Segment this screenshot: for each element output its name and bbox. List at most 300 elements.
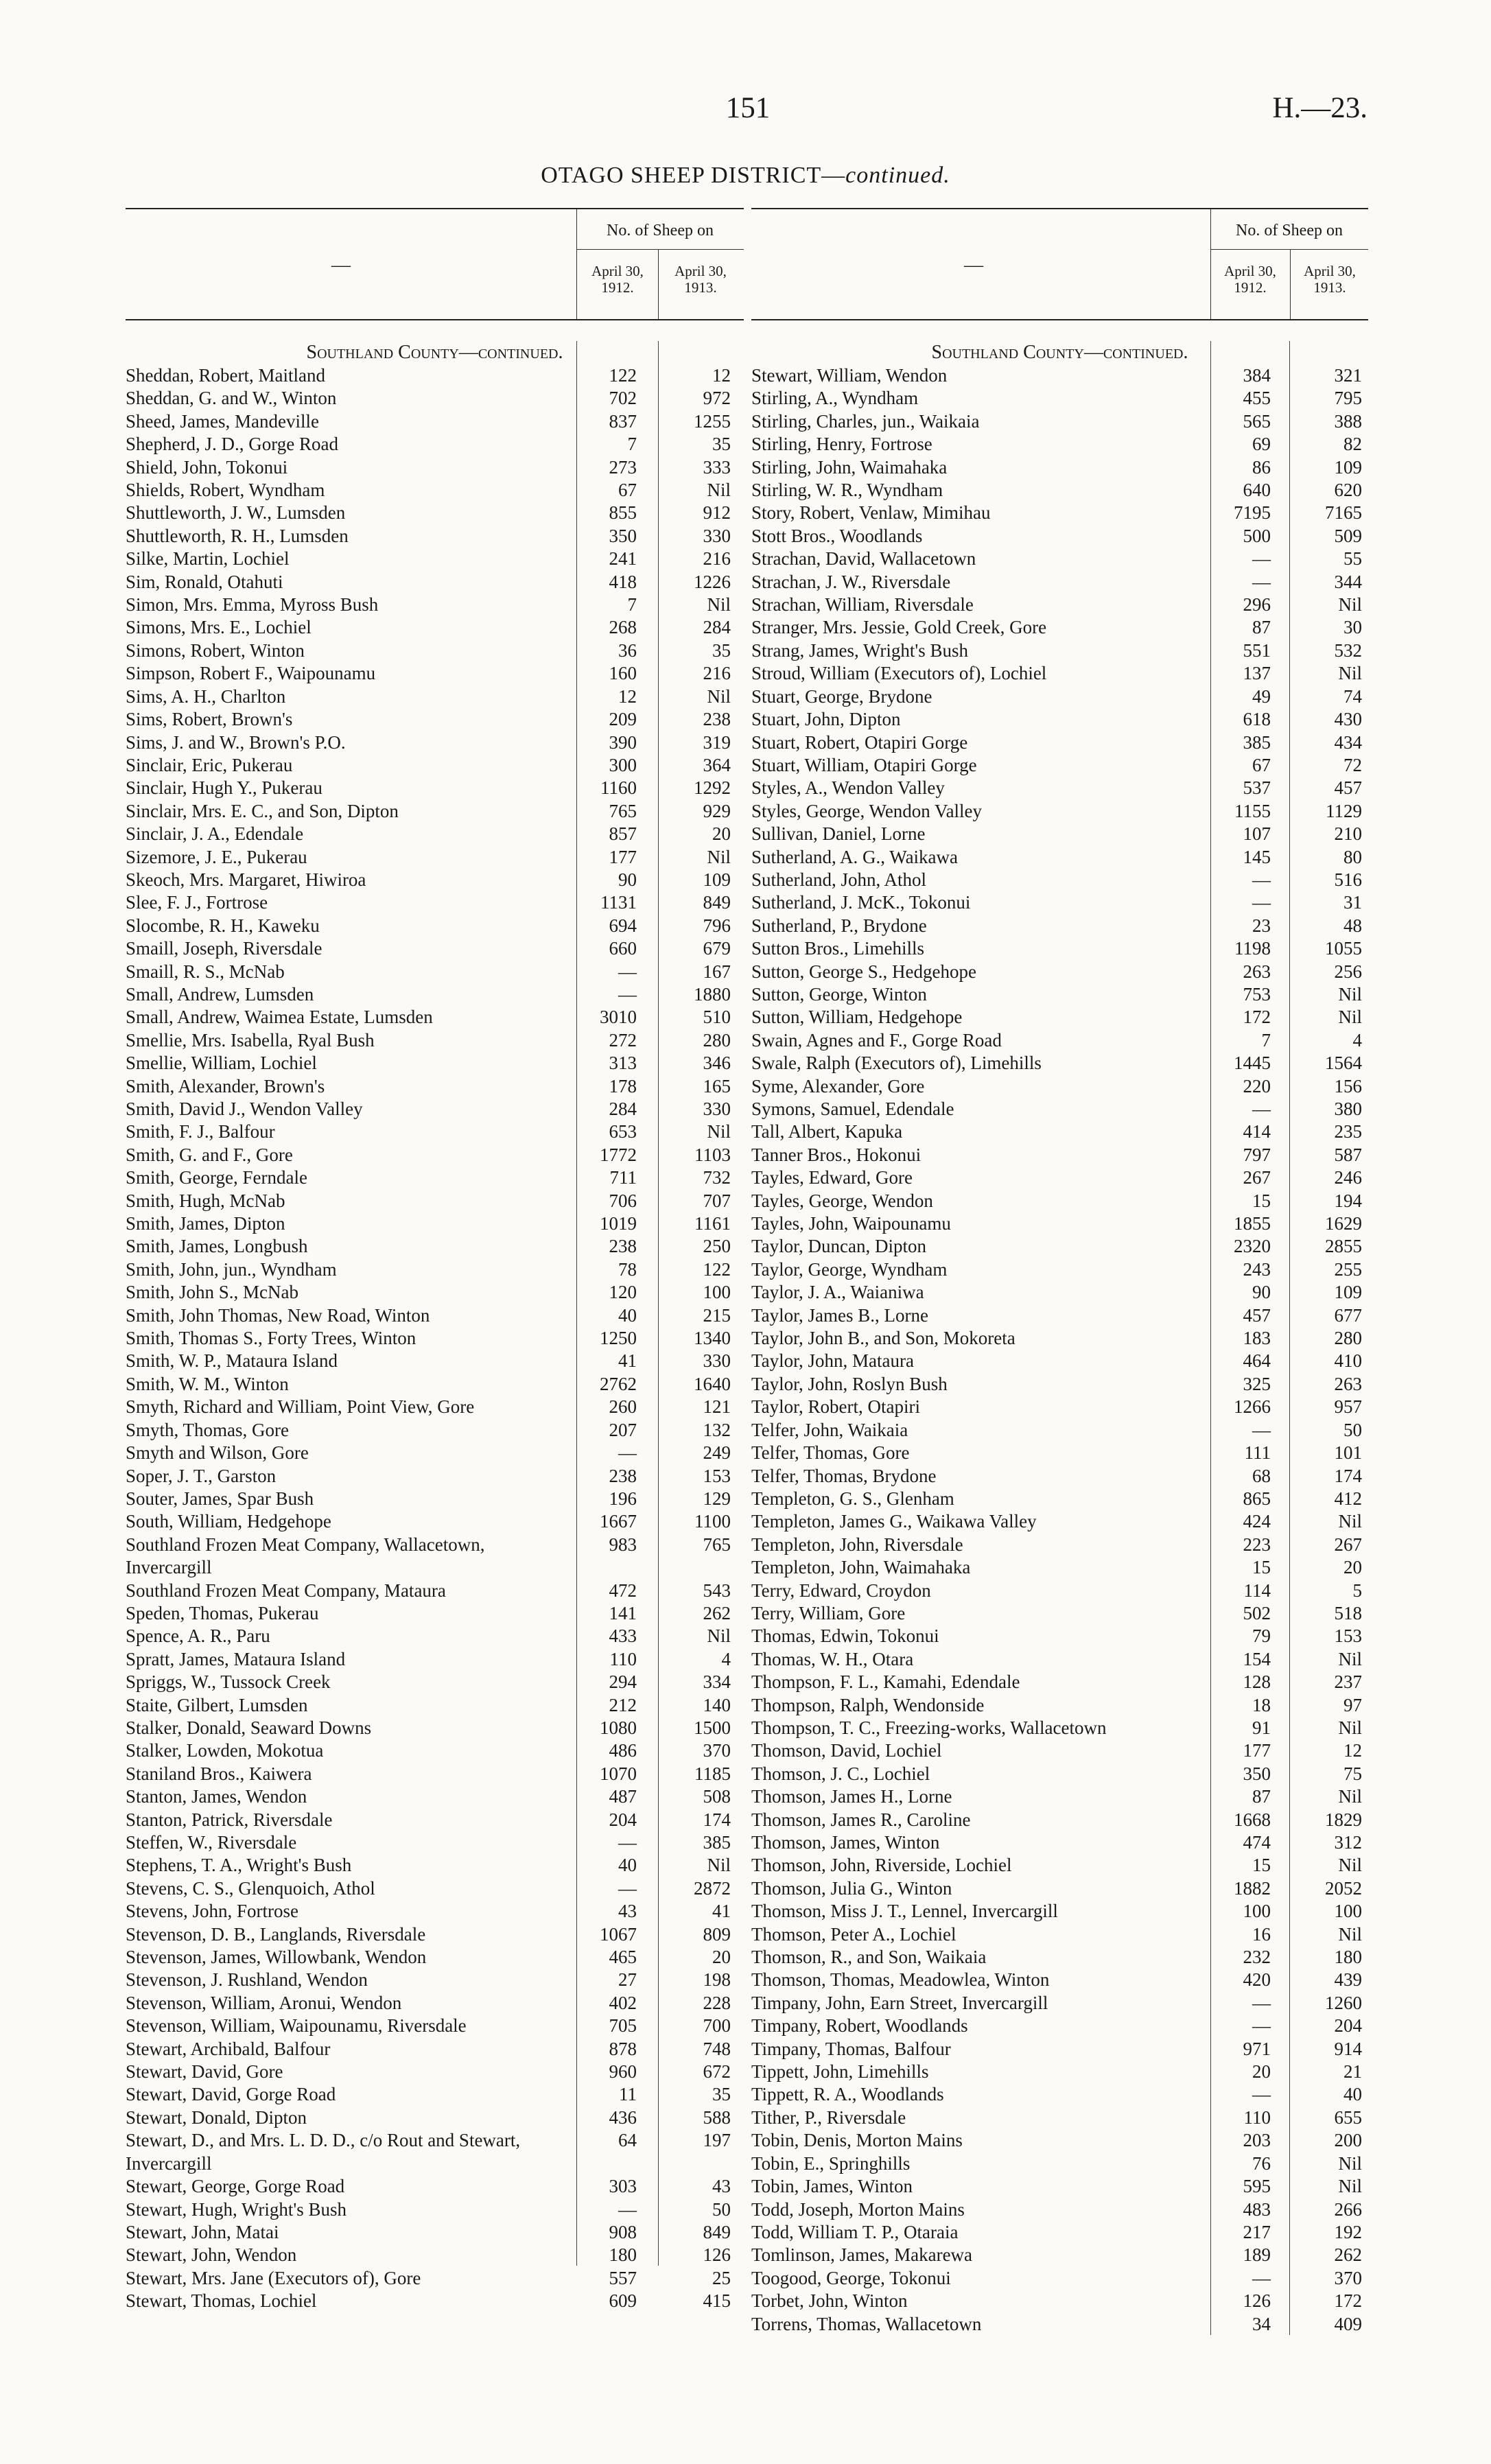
- table-row: [126, 1304, 744, 1327]
- holder-name: Smith, John, jun., Wyndham: [126, 1258, 337, 1280]
- sheep-1912: 7: [627, 594, 637, 615]
- sheep-1912: —: [1252, 1992, 1271, 2013]
- sheep-1912: 284: [609, 1099, 637, 1119]
- sheep-1912: 797: [1243, 1144, 1271, 1165]
- table-row: [751, 2152, 1368, 2175]
- sheep-1913: 25: [712, 2267, 731, 2288]
- table-row: [751, 731, 1368, 754]
- sheep-1912: 67: [618, 480, 637, 501]
- table-row: [751, 1442, 1368, 1464]
- sheep-1913: 1500: [694, 1717, 731, 1738]
- sheep-1912: 618: [1243, 709, 1271, 730]
- holder-name: Taylor, John, Mataura: [751, 1350, 914, 1372]
- sheep-1913: 250: [703, 1236, 731, 1257]
- sheep-1912: 502: [1243, 1602, 1271, 1623]
- table-row: [751, 1854, 1368, 1877]
- sheep-1912: 857: [609, 823, 637, 845]
- table-row: [126, 410, 744, 433]
- sheep-1912: 91: [1252, 1717, 1271, 1738]
- sheep-1912: 241: [609, 548, 637, 570]
- holder-name: Smith, George, Ferndale: [126, 1167, 307, 1188]
- holder-name: Spriggs, W., Tussock Creek: [126, 1671, 331, 1693]
- holder-name: Stuart, William, Otapiri Gorge: [751, 754, 977, 775]
- sheep-1912: 23: [1252, 915, 1271, 936]
- sheep-1913: 172: [1334, 2290, 1362, 2312]
- table-row: [126, 1854, 744, 1877]
- table-row: [751, 1465, 1368, 1488]
- sheep-1912: 706: [609, 1190, 637, 1211]
- col-1913-header: April 30, 1913.: [674, 263, 727, 296]
- holder-name: Torbet, John, Winton: [751, 2290, 908, 2312]
- table-row: [751, 640, 1368, 662]
- table-row: [751, 2038, 1368, 2061]
- holder-name: Thomas, W. H., Otara: [751, 1648, 914, 1669]
- sheep-1913: 5: [1352, 1580, 1362, 1601]
- col-1912-header: April 30, 1912.: [591, 263, 644, 296]
- sheep-1913: Nil: [1338, 1786, 1362, 1807]
- sheep-1913: 262: [1334, 2244, 1362, 2266]
- sheep-1913: 50: [712, 2198, 731, 2220]
- table-row: [751, 1671, 1368, 1693]
- holder-name: Stuart, Robert, Otapiri Gorge: [751, 731, 968, 753]
- sheep-1913: 1226: [694, 571, 731, 592]
- sheep-1913: Nil: [1338, 2152, 1362, 2174]
- sheep-1913: 101: [1334, 1442, 1362, 1464]
- sheep-1913: 346: [703, 1053, 731, 1074]
- table-row: [126, 869, 744, 891]
- table-row: [751, 1373, 1368, 1396]
- sheep-1913: 284: [703, 617, 731, 638]
- sheep-1913: 434: [1334, 731, 1362, 753]
- sheep-1912: —: [1252, 2084, 1271, 2105]
- sheep-1912: 1266: [1234, 1396, 1271, 1418]
- holder-name: Smellie, Mrs. Isabella, Ryal Bush: [126, 1029, 375, 1051]
- table-row: [751, 2015, 1368, 2037]
- holder-name: Stephens, T. A., Wright's Bush: [126, 1855, 352, 1876]
- holder-name: Tomlinson, James, Makarewa: [751, 2244, 973, 2266]
- sheep-1913: 198: [703, 1969, 731, 1991]
- table-row: [126, 1877, 744, 1900]
- holder-name: Stevenson, D. B., Langlands, Riversdale: [126, 1923, 426, 1945]
- holder-name: Sinclair, Eric, Pukerau: [126, 754, 293, 775]
- table-row: [751, 1304, 1368, 1327]
- table-row: [126, 640, 744, 662]
- sheep-1912: 207: [609, 1419, 637, 1440]
- holder-name: Sims, A. H., Charlton: [126, 685, 286, 707]
- sheep-1912: 110: [609, 1648, 637, 1669]
- holder-name: Stewart, William, Wendon: [751, 365, 948, 386]
- sheep-1913: 319: [703, 731, 731, 753]
- sheep-1913: 50: [1343, 1419, 1362, 1440]
- holder-name: Smith, F. J., Balfour: [126, 1121, 275, 1142]
- sheep-1912: 267: [1243, 1167, 1271, 1188]
- holder-name: Smith, James, Dipton: [126, 1213, 285, 1234]
- table-row: [751, 983, 1368, 1006]
- table-row: [126, 1900, 744, 1923]
- table-row: [126, 1969, 744, 1991]
- sheep-1912: 87: [1252, 617, 1271, 638]
- holder-name: Smellie, William, Lochiel: [126, 1053, 317, 1074]
- name-column-header: —: [964, 255, 983, 276]
- holder-name: Sutherland, P., Brydone: [751, 915, 927, 936]
- table-row: [751, 1946, 1368, 1969]
- sheep-1913: 174: [1334, 1465, 1362, 1486]
- table-row: [126, 2107, 744, 2129]
- table-row: [126, 1396, 744, 1418]
- sheep-1913: 972: [703, 388, 731, 409]
- sheep-1913: 165: [703, 1075, 731, 1096]
- holder-name: Stanton, Patrick, Riversdale: [126, 1809, 333, 1830]
- sheep-1912: 180: [609, 2244, 637, 2266]
- holder-name: Thomas, Edwin, Tokonui: [751, 1626, 939, 1647]
- sheep-1913: 55: [1343, 548, 1362, 570]
- table-row: [751, 1281, 1368, 1304]
- holder-name: Sutherland, A. G., Waikawa: [751, 846, 959, 867]
- sheep-1912: 705: [609, 2015, 637, 2037]
- holder-name: Styles, George, Wendon Valley: [751, 800, 983, 821]
- sheep-1913: 508: [703, 1786, 731, 1807]
- sheep-1913: 388: [1334, 410, 1362, 432]
- sheep-1913: 849: [703, 2221, 731, 2242]
- table-row: [751, 1969, 1368, 1991]
- table-row: [751, 1029, 1368, 1052]
- sheep-1912: 294: [609, 1671, 637, 1693]
- table-row: [126, 1442, 744, 1464]
- sheep-1913: 1629: [1325, 1213, 1362, 1234]
- sheep-1912: 189: [1243, 2244, 1271, 2266]
- sheep-1912: 120: [609, 1282, 637, 1303]
- holder-name: Stalker, Lowden, Mokotua: [126, 1740, 324, 1761]
- sheep-1912: 86: [1252, 456, 1271, 478]
- sheep-1912: —: [1252, 892, 1271, 913]
- holder-name: Strachan, William, Riversdale: [751, 594, 974, 615]
- sheep-1912: 474: [1243, 1832, 1271, 1853]
- sheep-1913: 237: [1334, 1671, 1362, 1693]
- sheep-1913: 192: [1334, 2221, 1362, 2242]
- sheep-1913: 330: [703, 1099, 731, 1119]
- holder-name: Thomson, R., and Son, Waikaia: [751, 1947, 987, 1968]
- sheep-1912: 424: [1243, 1511, 1271, 1532]
- sheep-1913: 732: [703, 1167, 731, 1188]
- sheep-1913: 620: [1334, 480, 1362, 501]
- table-row: [126, 2061, 744, 2083]
- sheep-1913: 35: [712, 434, 731, 455]
- holder-name: Sims, J. and W., Brown's P.O.: [126, 731, 346, 753]
- table-row: [751, 1534, 1368, 1556]
- sheep-1913: 415: [703, 2290, 731, 2312]
- holder-name: Stewart, John, Wendon: [126, 2244, 297, 2266]
- sheep-1913: 516: [1334, 869, 1362, 890]
- holder-name: Symons, Samuel, Edendale: [751, 1099, 954, 1119]
- sheep-1912: 472: [609, 1580, 637, 1601]
- table-row: [126, 616, 744, 639]
- sheep-1913: 672: [703, 2061, 731, 2082]
- table-row: [126, 1419, 744, 1442]
- holder-name: Taylor, George, Wyndham: [751, 1258, 948, 1280]
- sheep-1913: 74: [1343, 685, 1362, 707]
- sheep-1913: 238: [703, 709, 731, 730]
- sheep-1913: 20: [712, 823, 731, 845]
- sheep-1913: 765: [703, 1534, 731, 1555]
- sheep-1913: 31: [1343, 892, 1362, 913]
- table-row: [751, 616, 1368, 639]
- holder-name: Stevenson, James, Willowbank, Wendon: [126, 1947, 427, 1968]
- sheep-1912: 1067: [600, 1923, 637, 1945]
- sheep-1912: 384: [1243, 365, 1271, 386]
- table-row: [751, 1212, 1368, 1235]
- sheep-1913: 2855: [1325, 1236, 1362, 1257]
- sheep-1912: 12: [618, 685, 637, 707]
- sheep-1912: 177: [609, 846, 637, 867]
- sheep-1912: 385: [1243, 731, 1271, 753]
- holder-name: Thomson, John, Riverside, Lochiel: [751, 1855, 1012, 1876]
- sheep-1913: 80: [1343, 846, 1362, 867]
- sheep-1912: 1155: [1234, 800, 1271, 821]
- table-row: [126, 1098, 744, 1120]
- sheep-1912: 765: [609, 800, 637, 821]
- holder-name: Tayles, George, Wendon: [751, 1190, 933, 1211]
- sheep-1913: 12: [712, 365, 731, 386]
- table-row: [751, 1419, 1368, 1442]
- holder-name: Shuttleworth, J. W., Lumsden: [126, 502, 346, 524]
- sheep-1913: 1161: [694, 1213, 731, 1234]
- holder-name: Thomson, James H., Lorne: [751, 1786, 952, 1807]
- sheep-1913: Nil: [707, 1855, 731, 1876]
- sheep-1913: Nil: [1338, 1923, 1362, 1945]
- sheep-1913: 210: [1334, 823, 1362, 845]
- sheep-1912: 2762: [600, 1373, 637, 1394]
- sheep-1913: 4: [721, 1648, 731, 1669]
- sheep-1912: 908: [609, 2221, 637, 2242]
- table-row: [126, 479, 744, 502]
- holder-name: Thompson, T. C., Freezing-works, Wallacetown: [751, 1717, 1107, 1738]
- table-row: [126, 571, 744, 594]
- holder-name: Stewart, Hugh, Wright's Bush: [126, 2198, 347, 2220]
- sheep-1913: 280: [1334, 1328, 1362, 1349]
- sheep-1913: 912: [703, 502, 731, 524]
- table-row: [126, 548, 744, 570]
- table-row: [126, 2198, 744, 2221]
- sheep-1913: 679: [703, 938, 731, 959]
- sheep-1913: 235: [1334, 1121, 1362, 1142]
- table-row: [751, 1694, 1368, 1717]
- holder-name: Thomson, James R., Caroline: [751, 1809, 971, 1830]
- holder-name: Stewart, Donald, Dipton: [126, 2107, 307, 2128]
- table-row: [126, 1923, 744, 1946]
- sheep-1913: 132: [703, 1419, 731, 1440]
- sheep-1912: 486: [609, 1740, 637, 1761]
- sheep-1912: 487: [609, 1786, 637, 1807]
- table-row: [751, 1488, 1368, 1510]
- sheep-1913: 249: [703, 1442, 731, 1464]
- col-1913-header: April 30, 1913.: [1304, 263, 1356, 296]
- sheep-1912: 436: [609, 2107, 637, 2128]
- table-row: [126, 1144, 744, 1166]
- table-row: [126, 1052, 744, 1075]
- sheep-1912: 126: [1243, 2290, 1271, 2312]
- table-row: [751, 2198, 1368, 2221]
- holder-name: Strang, James, Wright's Bush: [751, 640, 969, 661]
- sheep-1913: 1129: [1326, 800, 1362, 821]
- sheep-1912: 1445: [1234, 1053, 1271, 1074]
- table-row: [751, 1648, 1368, 1671]
- sheep-1913: 35: [712, 640, 731, 661]
- holder-name: Sutton, William, Hedgehope: [751, 1007, 963, 1028]
- sheep-1912: 694: [609, 915, 637, 936]
- sheep-1912: 78: [618, 1258, 637, 1280]
- sheep-1913: 370: [1334, 2267, 1362, 2288]
- sheep-1913: Nil: [1338, 1855, 1362, 1876]
- sheep-1912: 178: [609, 1075, 637, 1096]
- sheep-1913: Nil: [1338, 1511, 1362, 1532]
- table-row: [126, 1120, 744, 1143]
- sheep-1912: 100: [1243, 1901, 1271, 1922]
- table-row: [751, 685, 1368, 708]
- sheep-1912: 457: [1243, 1304, 1271, 1326]
- sheep-1913: 41: [712, 1901, 731, 1922]
- sheep-1913: 262: [703, 1602, 731, 1623]
- sheep-1913: 4: [1352, 1029, 1362, 1051]
- table-row: [126, 1648, 744, 1671]
- sheep-1913: Nil: [1338, 983, 1362, 1005]
- holder-name: Thomson, Miss J. T., Lennel, Invercargill: [751, 1901, 1058, 1922]
- holder-name: Stewart, Thomas, Lochiel: [126, 2290, 317, 2312]
- sheep-1912: 609: [609, 2290, 637, 2312]
- table-row: [126, 1671, 744, 1693]
- sheep-1913: 380: [1334, 1099, 1362, 1119]
- table-row: [126, 708, 744, 731]
- table-row: [751, 1052, 1368, 1075]
- sheep-1912: 7: [627, 434, 637, 455]
- sheep-1912: —: [618, 2198, 637, 2220]
- holder-name: Todd, Joseph, Morton Mains: [751, 2198, 965, 2220]
- table-row: [751, 1625, 1368, 1647]
- right-table: [751, 208, 1368, 2336]
- sheep-1912: 1882: [1234, 1877, 1271, 1899]
- table-row: [751, 2267, 1368, 2290]
- table-header: [126, 208, 744, 320]
- sheep-1912: 557: [609, 2267, 637, 2288]
- sheep-1913: 849: [703, 892, 731, 913]
- holder-name: Smaill, R. S., McNab: [126, 961, 285, 982]
- holder-name: Taylor, Robert, Otapiri: [751, 1396, 920, 1418]
- table-row: [751, 1258, 1368, 1281]
- sheep-1912: 7195: [1234, 502, 1271, 524]
- sheep-1913: 1260: [1325, 1992, 1362, 2013]
- sheep-1912: 3010: [600, 1007, 637, 1028]
- holder-name: Sheddan, G. and W., Winton: [126, 388, 337, 409]
- sheep-1912: —: [618, 1832, 637, 1853]
- holder-name: Smaill, Joseph, Riversdale: [126, 938, 322, 959]
- sheep-1913: 2872: [694, 1877, 731, 1899]
- sheep-1912: —: [1252, 869, 1271, 890]
- table-row: [126, 1281, 744, 1304]
- table-row: [126, 1739, 744, 1762]
- sheep-1912: 702: [609, 388, 637, 409]
- holder-name: Stranger, Mrs. Jessie, Gold Creek, Gore: [751, 617, 1047, 638]
- holder-name: Todd, William T. P., Otaraia: [751, 2221, 959, 2242]
- sheep-1913: Nil: [1338, 663, 1362, 684]
- table-row: [126, 433, 744, 456]
- holder-name: Smith, James, Longbush: [126, 1236, 308, 1257]
- holder-name: Silke, Martin, Lochiel: [126, 548, 290, 570]
- holder-name: Thomson, James, Winton: [751, 1832, 940, 1853]
- holder-name: Smith, W. M., Winton: [126, 1373, 289, 1394]
- sheep-1912: 64: [618, 2130, 637, 2151]
- table-row: [751, 823, 1368, 845]
- holder-name: Smith, Thomas S., Forty Trees, Winton: [126, 1328, 416, 1349]
- sheep-1912: 350: [1243, 1763, 1271, 1784]
- sheep-1912: 217: [1243, 2221, 1271, 2242]
- sheep-1913: 1880: [694, 983, 731, 1005]
- sheep-1913: 1255: [694, 410, 731, 432]
- holder-name: Sizemore, J. E., Pukerau: [126, 846, 307, 867]
- sheep-1912: 753: [1243, 983, 1271, 1005]
- sheep-1913: 156: [1334, 1075, 1362, 1096]
- table-row: [126, 1166, 744, 1189]
- sheep-1913: 126: [703, 2244, 731, 2266]
- sheep-1913: Nil: [1338, 1648, 1362, 1669]
- holder-name: Tanner Bros., Hokonui: [751, 1144, 921, 1165]
- table-row: [126, 364, 744, 387]
- table-row: [751, 1831, 1368, 1854]
- sheep-1913: 109: [1334, 456, 1362, 478]
- table-row: [751, 1809, 1368, 1831]
- table-row: [126, 2083, 744, 2106]
- table-row: [751, 1785, 1368, 1808]
- table-row: [126, 2129, 744, 2175]
- sheep-1912: 260: [609, 1396, 637, 1418]
- holder-name: Swain, Agnes and F., Gorge Road: [751, 1029, 1002, 1051]
- holder-name: Stewart, George, Gorge Road: [126, 2176, 345, 2197]
- sheep-1913: 100: [1334, 1901, 1362, 1922]
- sheep-1913: Nil: [1338, 1007, 1362, 1028]
- holder-name: Stewart, Archibald, Balfour: [126, 2038, 331, 2059]
- sheep-1912: 500: [1243, 525, 1271, 546]
- table-row: [751, 1580, 1368, 1602]
- table-row: [751, 754, 1368, 777]
- sheep-1913: 707: [703, 1190, 731, 1211]
- table-row: [126, 937, 744, 960]
- sheep-1912: 11: [619, 2084, 637, 2105]
- sheep-1912: 1772: [600, 1144, 637, 1165]
- holder-name: Stuart, George, Brydone: [751, 685, 932, 707]
- sheep-1912: 837: [609, 410, 637, 432]
- sheep-1912: 15: [1252, 1190, 1271, 1211]
- holder-name: Smith, Hugh, McNab: [126, 1190, 285, 1211]
- sheep-1912: 268: [609, 617, 637, 638]
- page-number: 151: [725, 92, 771, 124]
- table-row: [126, 2015, 744, 2037]
- table-row: [126, 1258, 744, 1281]
- holder-name: Thompson, F. L., Kamahi, Edendale: [751, 1671, 1020, 1693]
- holder-name: Terry, William, Gore: [751, 1602, 906, 1623]
- holder-name: Sims, Robert, Brown's: [126, 709, 293, 730]
- sheep-count-header: No. of Sheep on: [1236, 222, 1343, 239]
- sheep-1912: 640: [1243, 480, 1271, 501]
- sheep-1912: 273: [609, 456, 637, 478]
- sheep-1912: 15: [1252, 1557, 1271, 1578]
- table-row: [126, 1534, 744, 1580]
- sheep-1913: 929: [703, 800, 731, 821]
- table-row: [126, 525, 744, 548]
- sheep-1912: 960: [609, 2061, 637, 2082]
- holder-name: Speden, Thomas, Pukerau: [126, 1602, 319, 1623]
- sheep-1912: 464: [1243, 1350, 1271, 1372]
- sheep-1912: 36: [618, 640, 637, 661]
- holder-name: Stevens, John, Fortrose: [126, 1901, 298, 1922]
- sheep-1913: 587: [1334, 1144, 1362, 1165]
